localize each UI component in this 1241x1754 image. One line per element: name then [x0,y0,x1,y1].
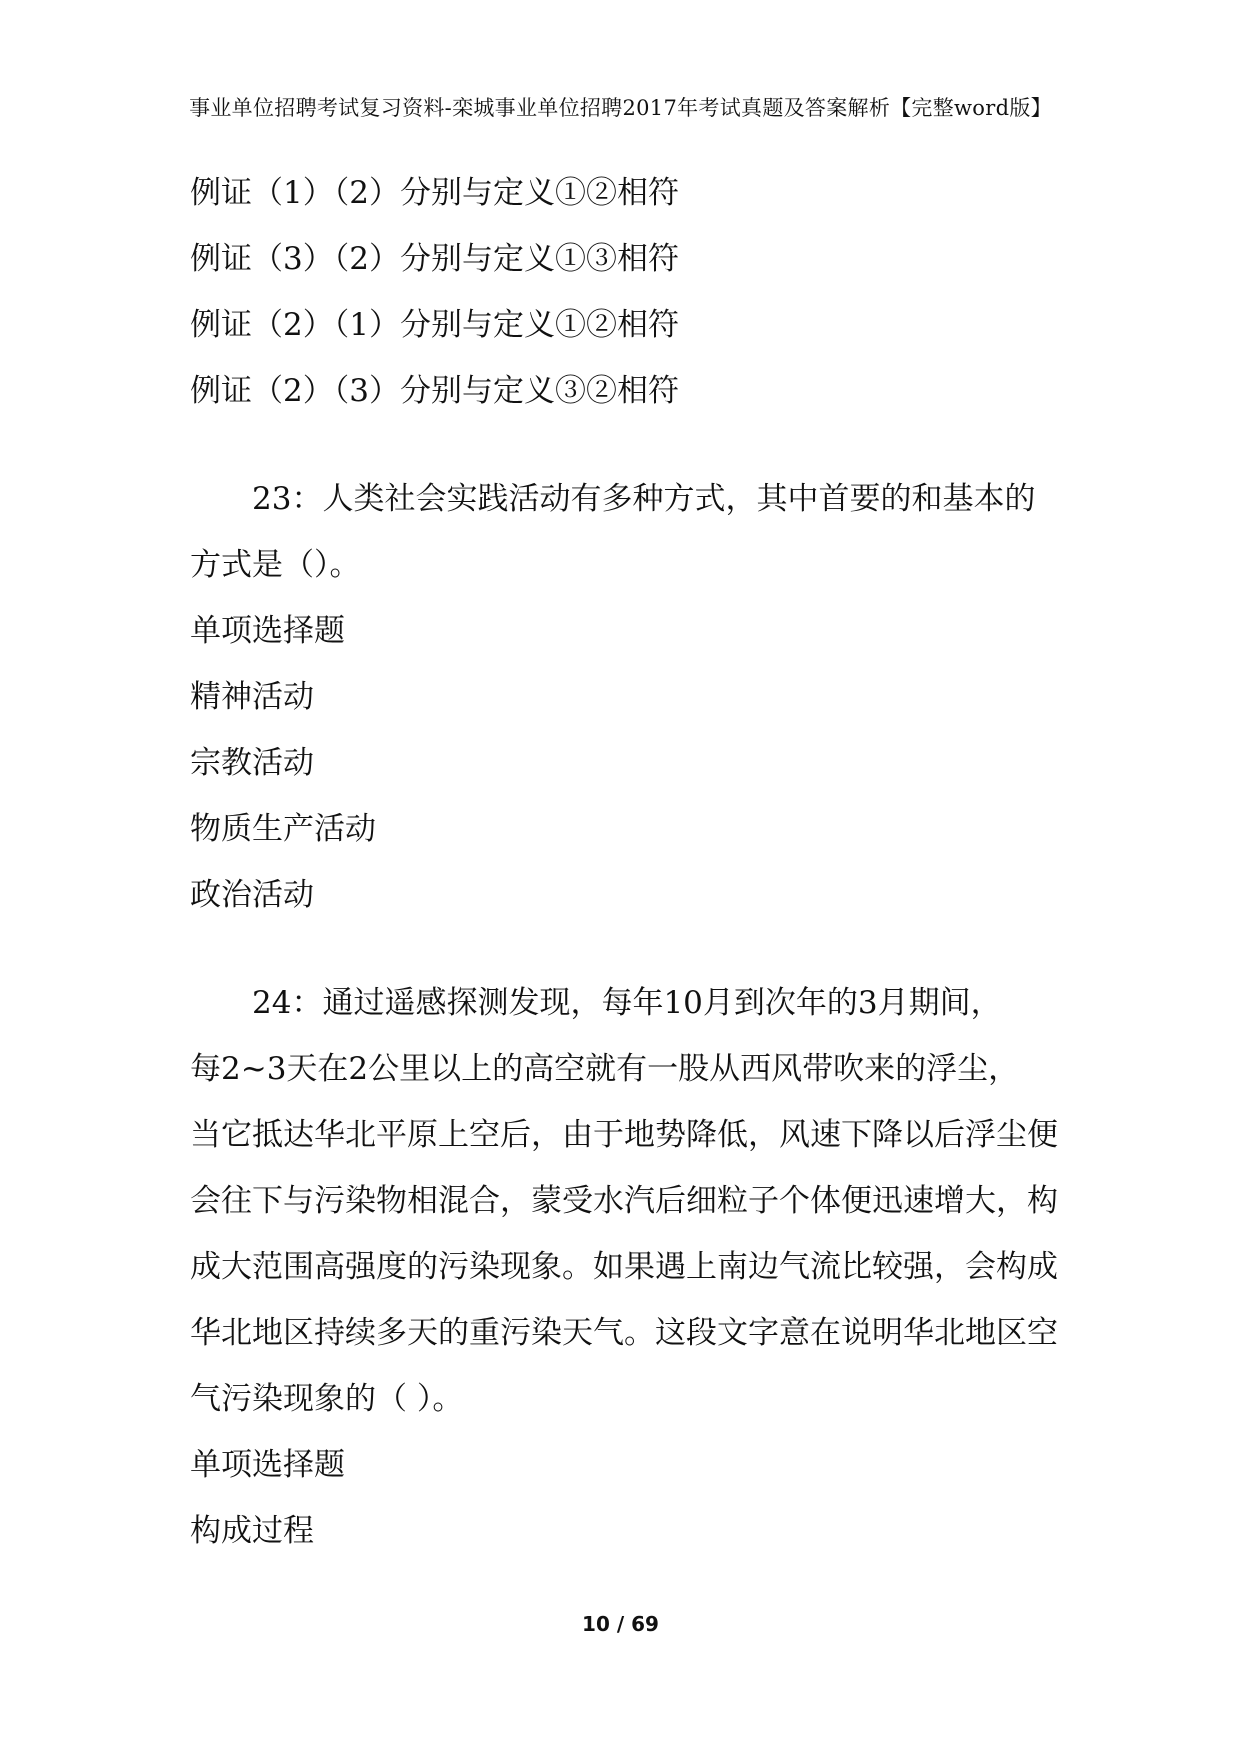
q24-stem-line-7: 气污染现象的（ ）。 [190,1381,464,1417]
q23-stem-line-1: 23：人类社会实践活动有多种方式，其中首要的和基本的 [252,481,1036,517]
prev-option-d: 例证（2）（3）分别与定义③②相符 [190,373,679,409]
q23-option-c: 物质生产活动 [190,811,376,847]
q24-stem-line-5: 成大范围高强度的污染现象。如果遇上南边气流比较强，会构成 [190,1249,1058,1285]
q23-stem-line-2: 方式是（）。 [190,547,361,583]
q24-option-a: 构成过程 [190,1513,314,1549]
q23-option-a: 精神活动 [190,679,314,715]
q24-stem-line-6: 华北地区持续多天的重污染天气。这段文字意在说明华北地区空 [190,1315,1058,1351]
q24-stem-line-3: 当它抵达华北平原上空后，由于地势降低，风速下降以后浮尘便 [190,1117,1058,1153]
q23-type: 单项选择题 [190,613,345,649]
page-header: 事业单位招聘考试复习资料-栾城事业单位招聘2017年考试真题及答案解析【完整word版】 [189,96,1052,120]
prev-option-a: 例证（1）（2）分别与定义①②相符 [190,175,679,211]
q23-option-b: 宗教活动 [190,745,314,781]
q23-option-d: 政治活动 [190,877,314,913]
q24-type: 单项选择题 [190,1447,345,1483]
document-body [190,160,1060,1564]
prev-option-b: 例证（3）（2）分别与定义①③相符 [190,241,679,277]
spacer [190,424,1060,466]
prev-option-c: 例证（2）（1）分别与定义①②相符 [190,307,679,343]
q24-stem-line-2: 每2~3天在2公里以上的高空就有一股从西风带吹来的浮尘， [190,1051,1020,1087]
q24-stem-line-4: 会往下与污染物相混合，蒙受水汽后细粒子个体便迅速增大，构 [190,1183,1058,1219]
q24-stem-line-1: 24：通过遥感探测发现，每年10月到次年的3月期间， [252,985,1002,1021]
page-number: 10 / 69 [582,1612,659,1636]
spacer [190,928,1060,970]
